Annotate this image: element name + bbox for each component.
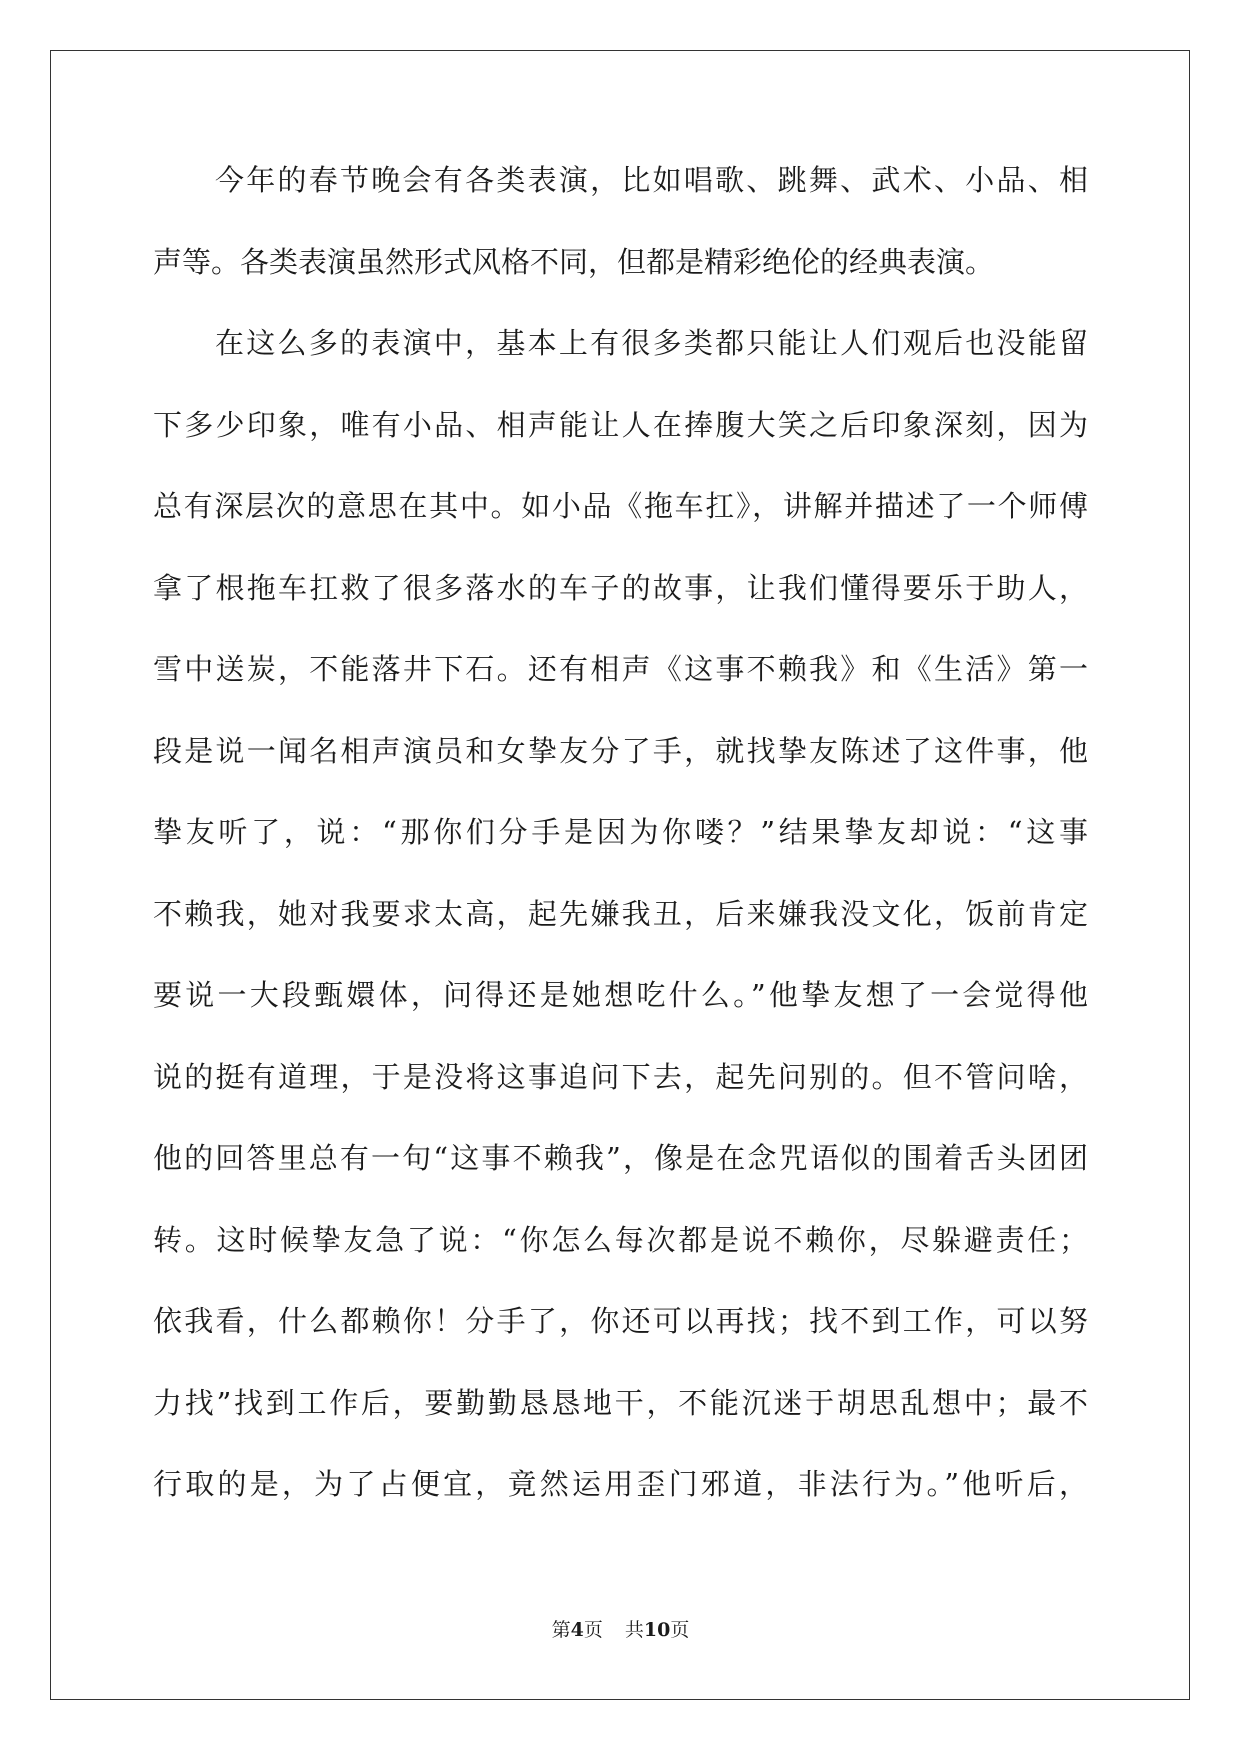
paragraph-2-line-11: 他的回答里总有一句“这事不赖我”，像是在念咒语似的围着舌头团团 — [153, 1141, 1088, 1175]
paragraph-2-line-3: 总有深层次的意思在其中。如小品《拖车扛》，讲解并描述了一个师傅 — [153, 489, 1088, 523]
paragraph-2-line-4: 拿了根拖车扛救了很多落水的车子的故事，让我们懂得要乐于助人， — [153, 570, 1088, 605]
paragraph-1-line-2: 声等。各类表演虽然形式风格不同，但都是精彩绝伦的经典表演。 — [153, 244, 995, 279]
footer-total-pages: 10 — [643, 1619, 671, 1641]
paragraph-1-line-1: 今年的春节晚会有各类表演，比如唱歌、跳舞、武术、小品、相 — [215, 163, 1088, 197]
paragraph-2-line-2: 下多少印象，唯有小品、相声能让人在捧腹大笑之后印象深刻，因为 — [153, 407, 1088, 442]
paragraph-2-line-15: 行取的是，为了占便宜，竟然运用歪门邪道，非法行为。”他听后， — [153, 1467, 1088, 1501]
paragraph-2-line-13: 依我看，什么都赖你！分手了，你还可以再找；找不到工作，可以努 — [153, 1304, 1088, 1338]
document-body — [153, 155, 1088, 1541]
paragraph-2-line-14: 力找”找到工作后，要勤勤恳恳地干，不能沉迷于胡思乱想中；最不 — [153, 1385, 1088, 1420]
footer-page-suffix: 页 — [583, 1619, 603, 1641]
paragraph-2-line-5: 雪中送炭，不能落井下石。还有相声《这事不赖我》和《生活》第一 — [153, 652, 1088, 686]
page-footer — [0, 1618, 1241, 1642]
footer-total-prefix: 共 — [624, 1619, 644, 1641]
paragraph-2-line-6: 段是说一闻名相声演员和女挚友分了手，就找挚友陈述了这件事，他 — [153, 733, 1088, 768]
footer-total-suffix: 页 — [670, 1619, 690, 1641]
paragraph-2-line-10: 说的挺有道理，于是没将这事追问下去，起先问别的。但不管问啥， — [153, 1059, 1088, 1094]
paragraph-2-line-1: 在这么多的表演中，基本上有很多类都只能让人们观后也没能留 — [215, 326, 1088, 360]
footer-page-prefix: 第 — [551, 1619, 571, 1641]
paragraph-2-line-8: 不赖我，她对我要求太高，起先嫌我丑，后来嫌我没文化，饭前肯定 — [153, 896, 1088, 931]
paragraph-2-line-9: 要说一大段甄嬛体，问得还是她想吃什么。”他挚友想了一会觉得他 — [153, 978, 1088, 1012]
paragraph-2-line-12: 转。这时候挚友急了说：“你怎么每次都是说不赖你，尽躲避责任； — [153, 1222, 1088, 1257]
footer-page-number: 4 — [570, 1619, 584, 1641]
paragraph-2-line-7: 挚友听了，说：“那你们分手是因为你喽？”结果挚友却说：“这事 — [153, 815, 1088, 849]
